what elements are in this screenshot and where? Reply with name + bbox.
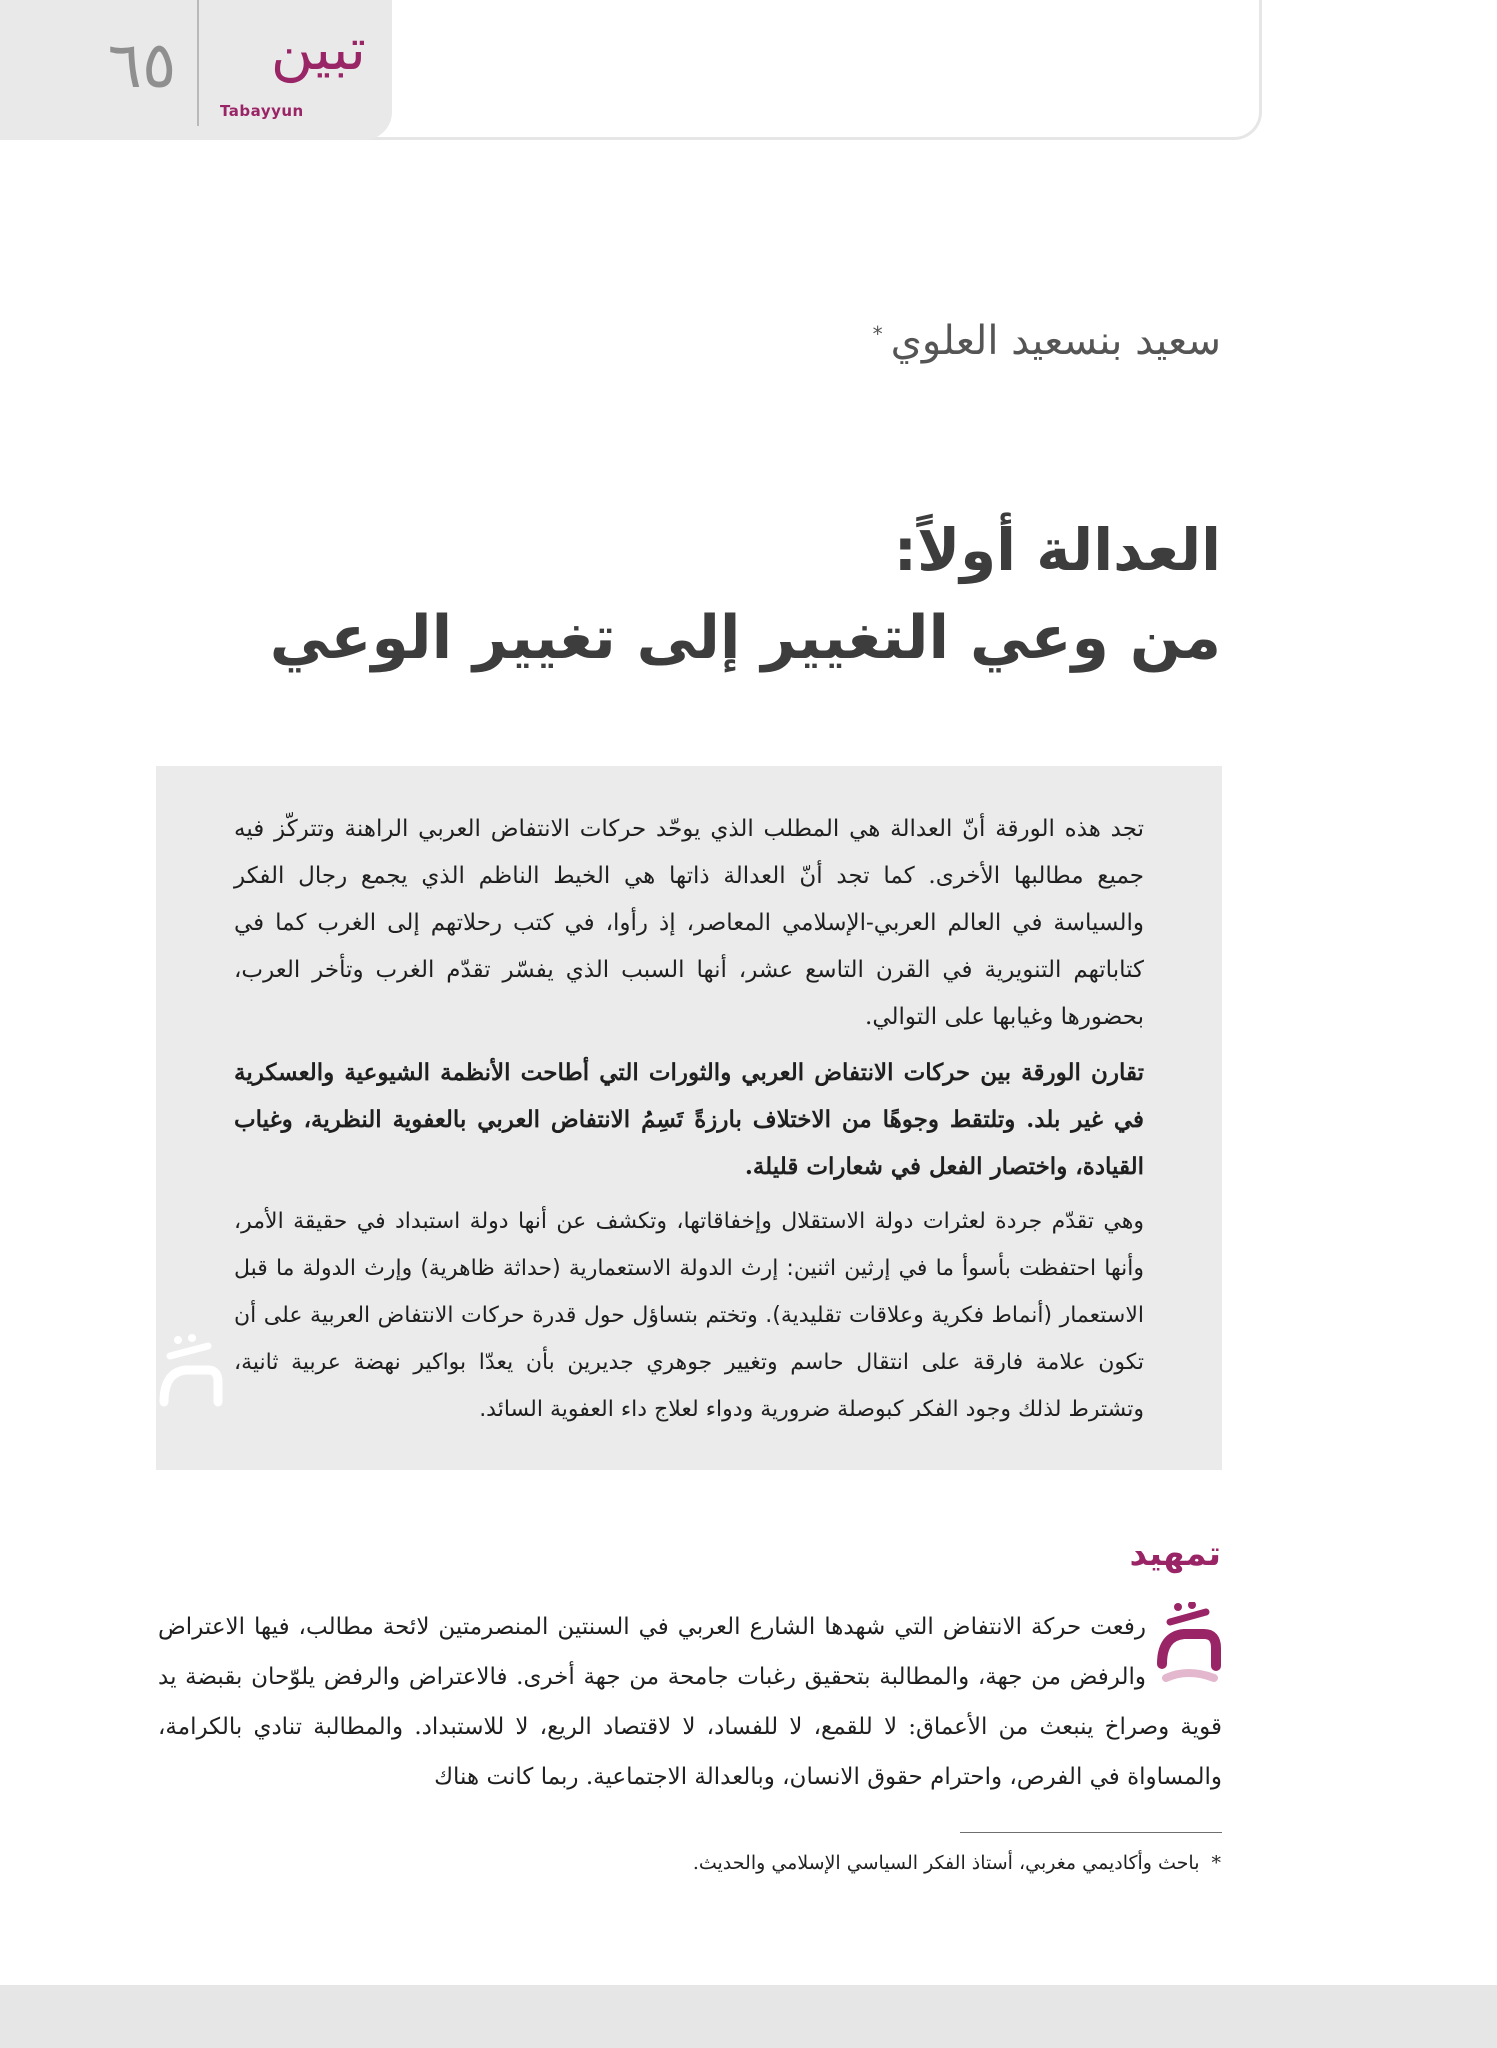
article-title: [221, 508, 1221, 684]
section-heading: تمهيد: [1129, 1534, 1221, 1574]
title-line-1: العدالة أولاً:: [893, 516, 1221, 584]
body-text-block: [158, 1602, 1222, 1802]
author-name: سعيد بنسعيد العلوي: [890, 318, 1221, 364]
footnote-divider: [960, 1832, 1222, 1833]
tab-divider: [197, 0, 199, 126]
logo-latin-text: Tabayyun: [220, 102, 304, 120]
page-tab: [0, 0, 392, 140]
footnote-marker: *: [1211, 1852, 1221, 1874]
footer-band: [0, 1985, 1497, 2048]
abstract-paragraph-1: تجد هذه الورقة أنّ العدالة هي المطلب الذي يوحّد حركات الانتفاض العربي الراهنة وتتركّز فيه جميع مطالبها الأخرى. كما تجد أنّ العدالة ذاتها هي الخيط الناظم الذي يجمع رجال الفكر والسياسة في العالم العربي-الإسلامي المعاصر، إذ رأوا، في كتب رحلاتهم إلى الغرب كما في كتاباتهم التنويرية في القرن التاسع عشر، أنها السبب الذي يفسّر تقدّم الغرب وتأخر العرب، بحضورها وغيابها على التوالي.: [234, 816, 1144, 1030]
abstract-box: [156, 766, 1222, 1470]
footnote: [693, 1852, 1221, 1874]
journal-logo: [214, 15, 370, 126]
tabayyun-mark-icon: [1156, 1602, 1222, 1682]
footnote-text: باحث وأكاديمي مغربي، أستاذ الفكر السياسي الإسلامي والحديث.: [692, 1852, 1200, 1874]
author-footnote-marker: *: [872, 322, 883, 346]
abstract-paragraph-3: وهي تقدّم جردة لعثرات دولة الاستقلال وإخفاقاتها، وتكشف عن أنها دولة استبداد في حقيقة الأمر، وأنها احتفظت بأسوأ ما في إرثين اثنين: إرث الدولة الاستعمارية (حداثة ظاهرية) وإرث الدولة ما قبل الاستعمار (أنماط فكرية وعلاقات تقليدية). وتختم بتساؤل حول قدرة حركات الانتفاض العربية على أن تكون علامة فارقة على انتقال حاسم وتغيير جوهري جديرين بأن يعدّا بواكير نهضة عربية ثانية، وتشترط لذلك وجود الفكر كبوصلة ضرورية ودواء لعلاج داء العفوية السائد.: [234, 1209, 1144, 1422]
author-line: [873, 318, 1221, 364]
page-number: ٦٥: [107, 29, 177, 103]
tabayyun-watermark-icon: [156, 1332, 226, 1412]
abstract-paragraph-2: تقارن الورقة بين حركات الانتفاض العربي والثورات التي أطاحت الأنظمة الشيوعية والعسكرية في غير بلد. وتلتقط وجوهًا من الاختلاف بارزةً تَسِمُ الانتفاض العربي بالعفوية النظرية، وغياب القيادة، واختصار الفعل في شعارات قليلة.: [234, 1059, 1144, 1180]
logo-arabic-text: تبين: [270, 15, 366, 83]
title-line-2: من وعي التغيير إلى تغيير الوعي: [269, 603, 1221, 673]
body-paragraph: رفعت حركة الانتفاض التي شهدها الشارع العربي في السنتين المنصرمتين لائحة مطالب، فيها الاعتراض والرفض من جهة، والمطالبة بتحقيق رغبات جامحة من جهة أخرى. فالاعتراض والرفض يلوّحان بقبضة يد قوية وصراخ ينبعث من الأعماق: لا للقمع، لا للفساد، لا لاقتصاد الريع، لا للاستبداد. والمطالبة تنادي بالكرامة، والمساواة في الفرص، واحترام حقوق الانسان، وبالعدالة الاجتماعية. ربما كانت هناك: [158, 1614, 1222, 1790]
